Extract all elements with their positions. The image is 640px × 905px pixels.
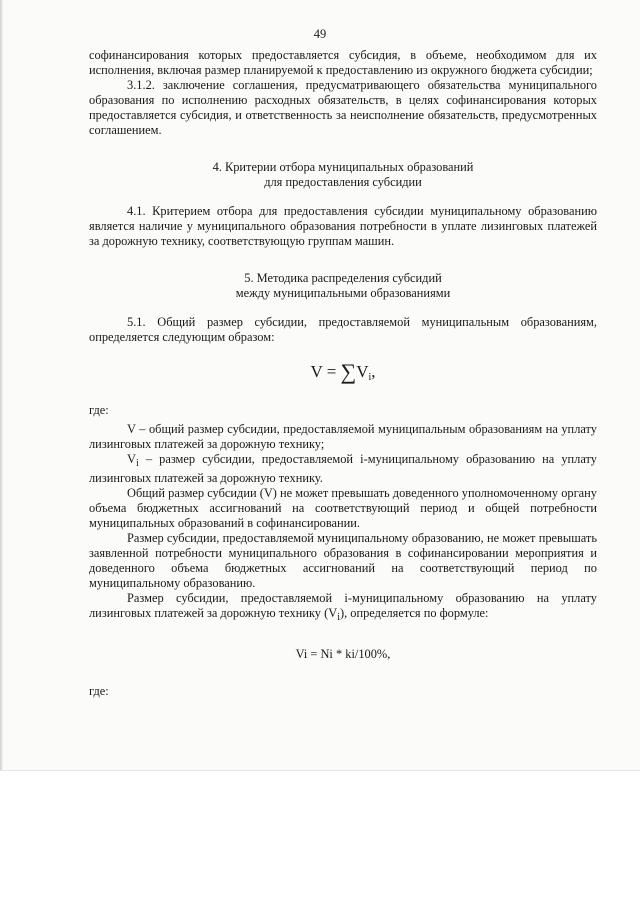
blank-area [0,771,640,905]
definition-vi [89,452,597,486]
formula-tail: , [371,362,376,381]
scan-edge [0,0,3,770]
paragraph-4-1: 4.1. Критерием отбора для предоставления субсидии муниципальному образованию является наличие у муниципального образования потребности в уплате лизинговых платежей за дорожную технику, соответствующую группам машин. [89,204,597,248]
paragraph-5-1: 5.1. Общий размер субсидии, предоставляемой муниципальным образованиям, определяется следующим образом: [89,315,597,344]
section-5-title-line-2: между муниципальными образованиями [235,286,451,300]
vi-intro-start: Размер субсидии, предоставляемой i-муниципальному образованию на уплату лизинговых платежей за дорожную технику (V [89,591,597,620]
definition-vi-subscript: i [135,458,139,469]
where-label-2: где: [89,684,109,698]
formula-total-subsidy [89,359,597,389]
definition-vi-symbol: V [127,452,136,466]
vi-intro-subscript: i [337,612,340,623]
formula-lhs: V = [310,362,337,381]
definition-vi-text: – размер субсидии, предоставляемой i-муниципальному образованию на уплату лизинговых платежей за дорожную технику. [89,452,597,485]
paragraph-subsidy-limit: Размер субсидии, предоставляемой муниципальному образованию, не может превышать заявленной потребности муниципального образования в софинансировании мероприятия и доведенного объема бюджетных ассигнований на соответствующий период по муниципальному образованию. [89,531,597,590]
definition-v: V – общий размер субсидии, предоставляемой муниципальным образованиям на уплату лизинговых платежей за дорожную технику; [89,422,597,451]
formula-term: V [356,362,369,381]
section-4-title-line-2: для предоставления субсидии [264,175,422,189]
sum-symbol: ∑ [340,359,357,384]
page-number: 49 [313,27,327,41]
paragraph-total-limit: Общий размер субсидии (V) не может превышать доведенного уполномоченному органу объема бюджетных ассигнований на соответствующий период и общей потребности муниципальных образований в софинансировании. [89,486,597,530]
paragraph-3-1-2: 3.1.2. заключение соглашения, предусматривающего обязательства муниципального образования по исполнению расходных обязательств, в целях софинансирования которых предоставляется субсидия, и ответственность за неисполнение обязательств, предусмотренных соглашением. [89,78,597,137]
vi-intro-end: ), определяется по формуле: [339,606,489,620]
where-label-1: где: [89,403,109,417]
formula-subscript: i [368,372,372,383]
paragraph-continuation: софинансирования которых предоставляется субсидия, в объеме, необходимом для их исполнения, включая размер планируемой к предоставлению из окружного бюджета субсидии; [89,48,597,77]
paragraph-vi-formula-intro [89,591,597,625]
document-body [89,48,597,699]
section-4-title-line-1: 4. Критерии отбора муниципальных образований [212,160,474,174]
section-5-title-line-1: 5. Методика распределения субсидий [244,271,442,285]
formula-vi: Vi = Ni * ki/100%, [295,647,391,661]
